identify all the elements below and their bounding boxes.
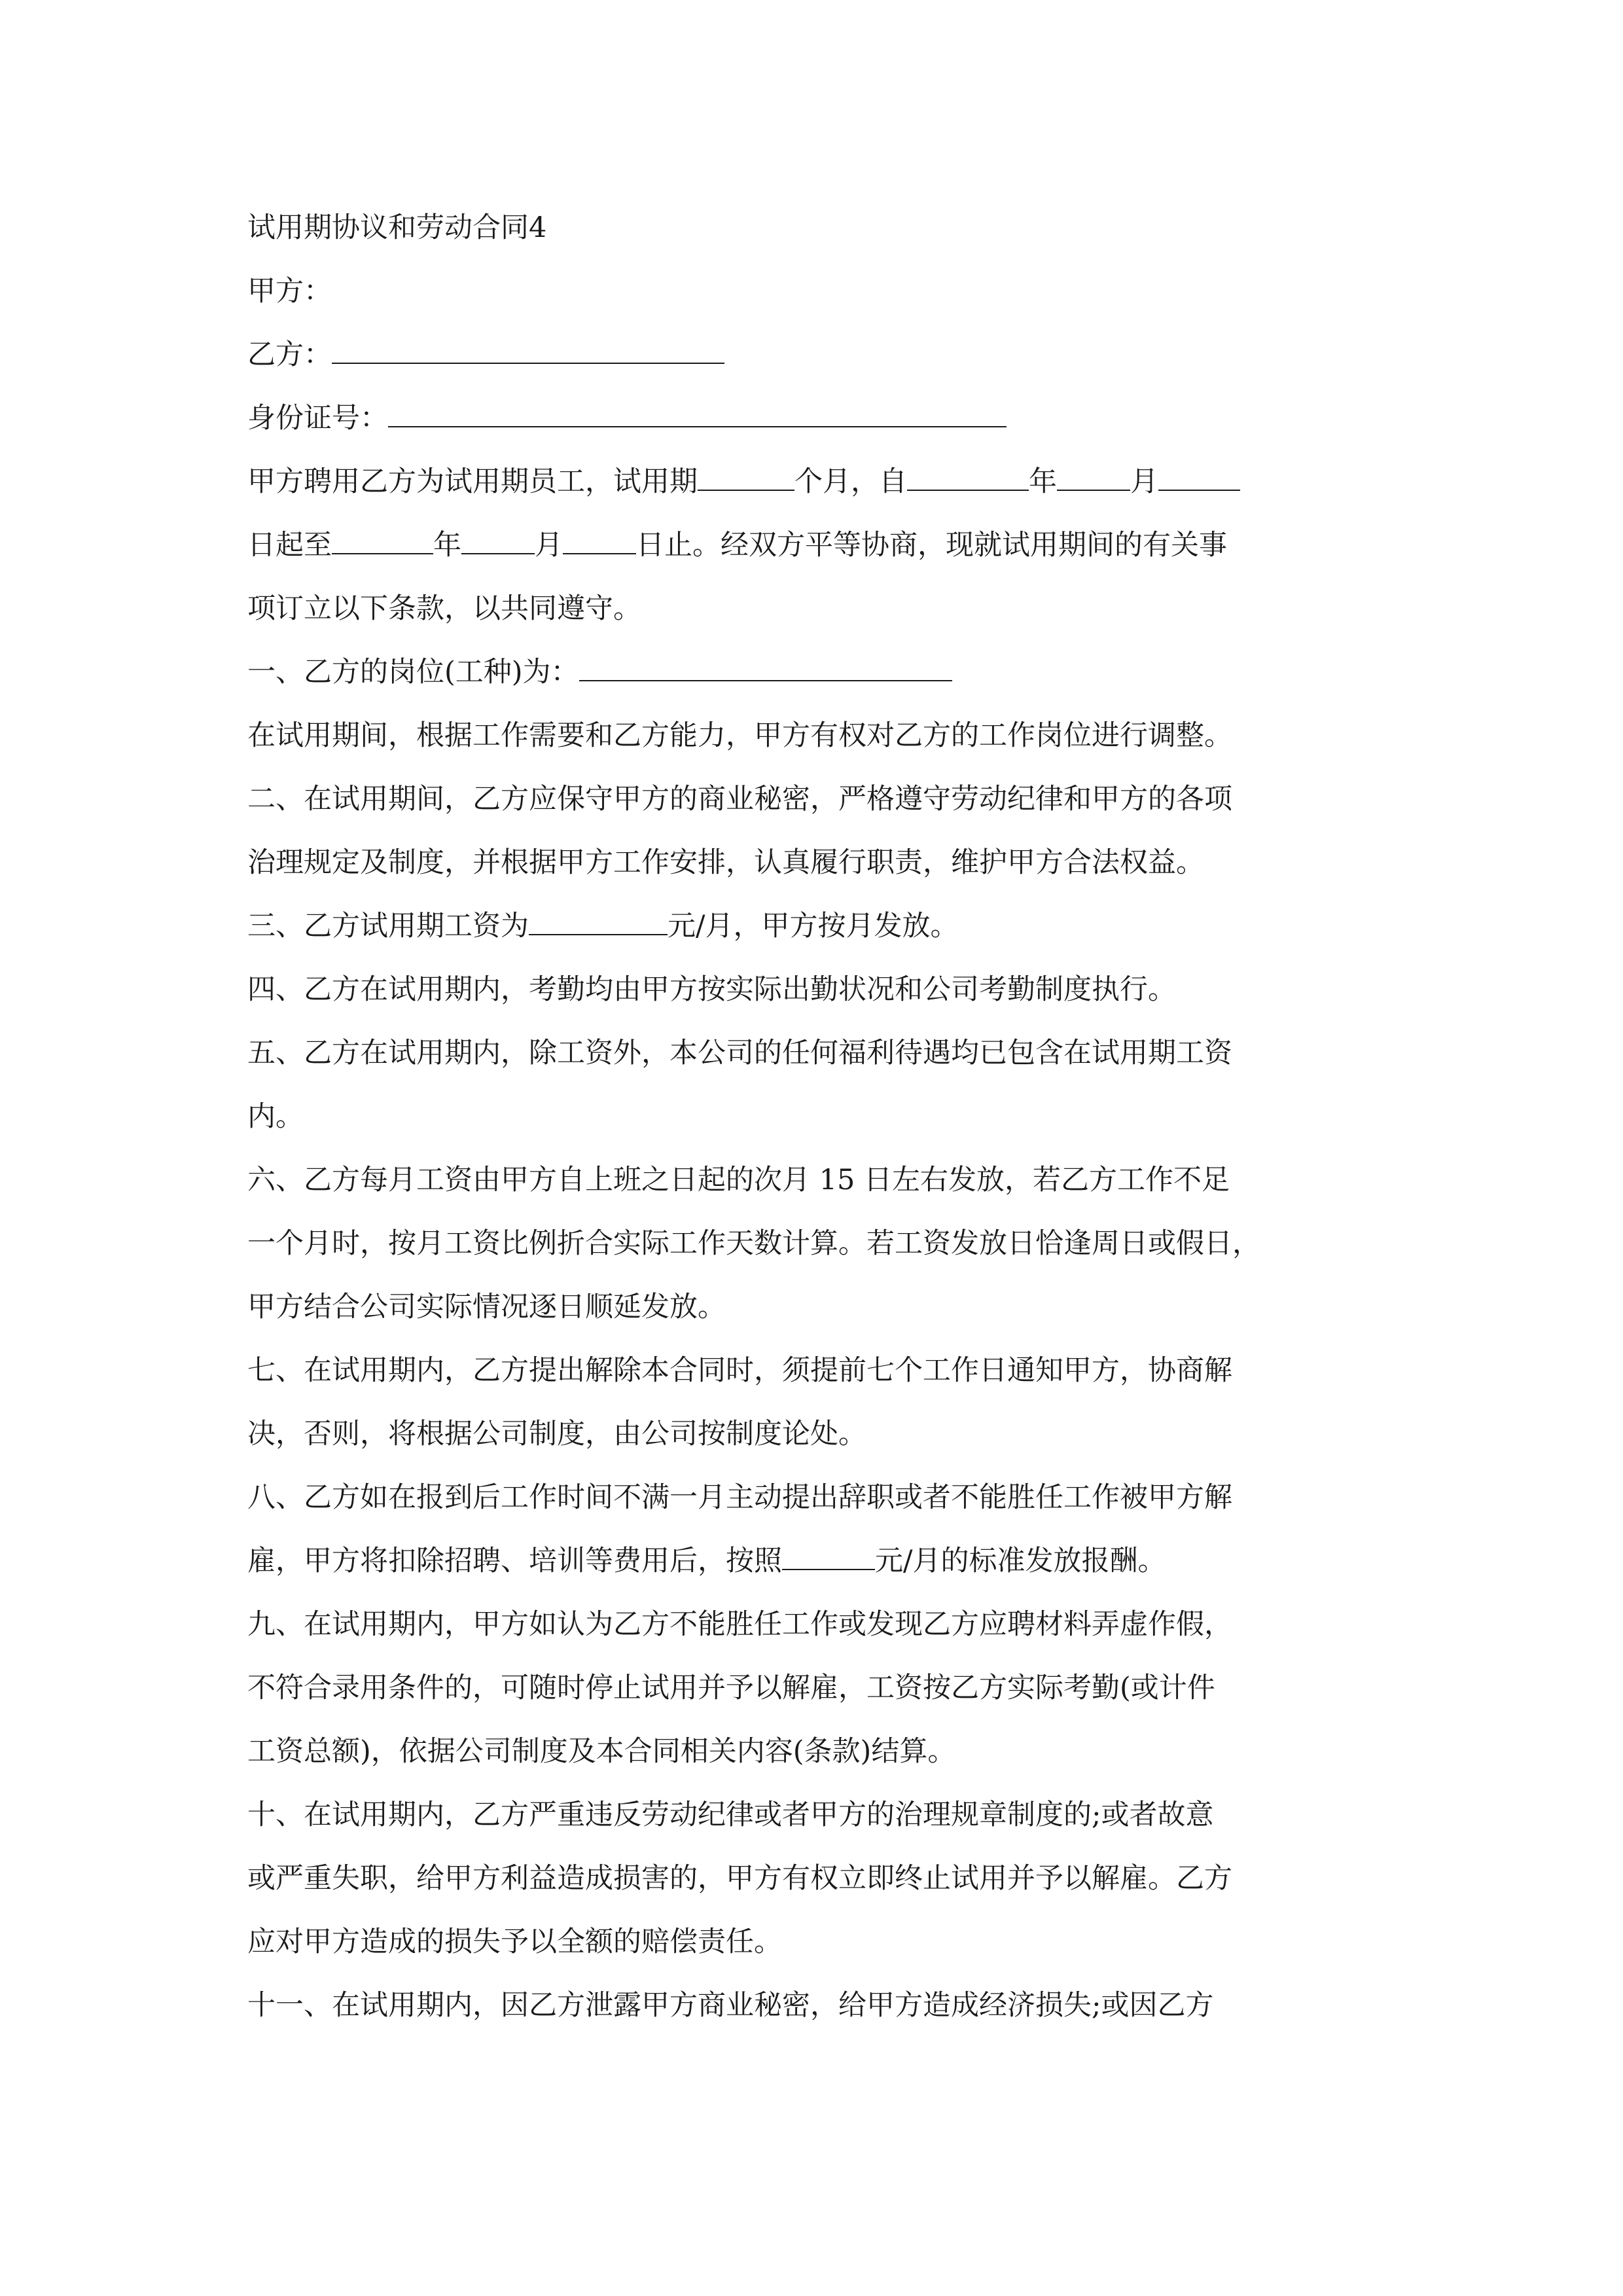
id-number-blank	[388, 400, 1007, 427]
party-b-line	[247, 323, 1399, 387]
intro-text: 年	[1029, 465, 1057, 498]
intro-text: 月	[1130, 465, 1158, 498]
clause-6-line: 一个月时，按月工资比例折合实际工作天数计算。若工资发放日恰逢周日或假日，	[247, 1227, 1260, 1260]
party-a-label: 甲方：	[247, 275, 332, 308]
clause-5-line: 五、乙方在试用期内，除工资外，本公司的任何福利待遇均已包含在试用期工资	[247, 1037, 1232, 1069]
clause-3-text: 三、乙方试用期工资为	[247, 910, 529, 942]
clause-6-line: 六、乙方每月工资由甲方自上班之日起的次月 15 日左右发放，若乙方工作不足	[247, 1164, 1230, 1196]
months-blank	[698, 463, 794, 491]
clause-4-line: 四、乙方在试用期内，考勤均由甲方按实际出勤状况和公司考勤制度执行。	[247, 973, 1176, 1006]
intro-text: 甲方聘用乙方为试用期员工，试用期	[247, 465, 698, 498]
clause-1-note: 在试用期间，根据工作需要和乙方能力，甲方有权对乙方的工作岗位进行调整。	[247, 719, 1232, 752]
clause-3-line	[247, 895, 1399, 958]
start-day-blank	[1158, 463, 1240, 491]
clause-10-line: 应对甲方造成的损失予以全额的赔偿责任。	[247, 1926, 782, 1958]
clause-7-line: 七、在试用期内，乙方提出解除本合同时，须提前七个工作日通知甲方，协商解	[247, 1354, 1232, 1387]
clause-7-line: 决，否则，将根据公司制度，由公司按制度论处。	[247, 1418, 866, 1450]
clause-9-line: 工资总额)，依据公司制度及本合同相关内容(条款)结算。	[247, 1735, 956, 1768]
party-a-line	[247, 260, 1399, 323]
clause-1-label: 一、乙方的岗位(工种)为：	[247, 656, 579, 689]
clause-8-text: 元/月的标准发放报酬。	[875, 1545, 1166, 1577]
clause-8-line: 八、乙方如在报到后工作时间不满一月主动提出辞职或者不能胜任工作被甲方解	[247, 1481, 1232, 1514]
clause-2-line: 治理规定及制度，并根据甲方工作安排，认真履行职责，维护甲方合法权益。	[247, 846, 1204, 879]
id-number-label: 身份证号：	[247, 402, 388, 435]
clause-10-line: 或严重失职，给甲方利益造成损害的，甲方有权立即终止试用并予以解雇。乙方	[247, 1862, 1232, 1895]
clause-8-line	[247, 1530, 1399, 1593]
clause-8-text: 雇，甲方将扣除招聘、培训等费用后，按照	[247, 1545, 782, 1577]
intro-text: 日起至	[247, 529, 332, 562]
party-b-label: 乙方：	[247, 338, 332, 371]
rate-blank	[782, 1543, 875, 1570]
end-year-blank	[332, 527, 433, 554]
intro-text: 年	[433, 529, 461, 562]
clause-10-line: 十、在试用期内，乙方严重违反劳动纪律或者甲方的治理规章制度的;或者故意	[247, 1799, 1214, 1831]
intro-text: 日止。经双方平等协商，现就试用期间的有关事	[636, 529, 1227, 562]
clause-3-text: 元/月，甲方按月发放。	[668, 910, 959, 942]
salary-blank	[529, 908, 668, 935]
clause-11-line: 十一、在试用期内，因乙方泄露甲方商业秘密，给甲方造成经济损失;或因乙方	[247, 1989, 1214, 2022]
document-title: 试用期协议和劳动合同4	[247, 211, 547, 244]
clause-1-line	[247, 641, 1399, 704]
party-b-blank	[332, 336, 724, 364]
clause-6-line: 甲方结合公司实际情况逐日顺延发放。	[247, 1291, 726, 1323]
clause-9-line: 九、在试用期内，甲方如认为乙方不能胜任工作或发现乙方应聘材料弄虚作假，	[247, 1608, 1232, 1641]
intro-line-1	[247, 450, 1399, 514]
document-page	[247, 196, 1399, 2037]
intro-text: 个月，自	[794, 465, 907, 498]
clause-5-line: 内。	[247, 1100, 304, 1133]
position-blank	[579, 654, 952, 681]
clause-2-line: 二、在试用期间，乙方应保守甲方的商业秘密，严格遵守劳动纪律和甲方的各项	[247, 783, 1232, 816]
end-day-blank	[563, 527, 636, 554]
start-year-blank	[907, 463, 1029, 491]
id-number-line	[247, 387, 1399, 450]
clause-9-line: 不符合录用条件的，可随时停止试用并予以解雇，工资按乙方实际考勤(或计件	[247, 1672, 1215, 1704]
intro-text: 月	[535, 529, 563, 562]
intro-line-3: 项订立以下条款，以共同遵守。	[247, 592, 641, 625]
end-month-blank	[461, 527, 535, 554]
intro-line-2	[247, 514, 1399, 577]
start-month-blank	[1057, 463, 1130, 491]
